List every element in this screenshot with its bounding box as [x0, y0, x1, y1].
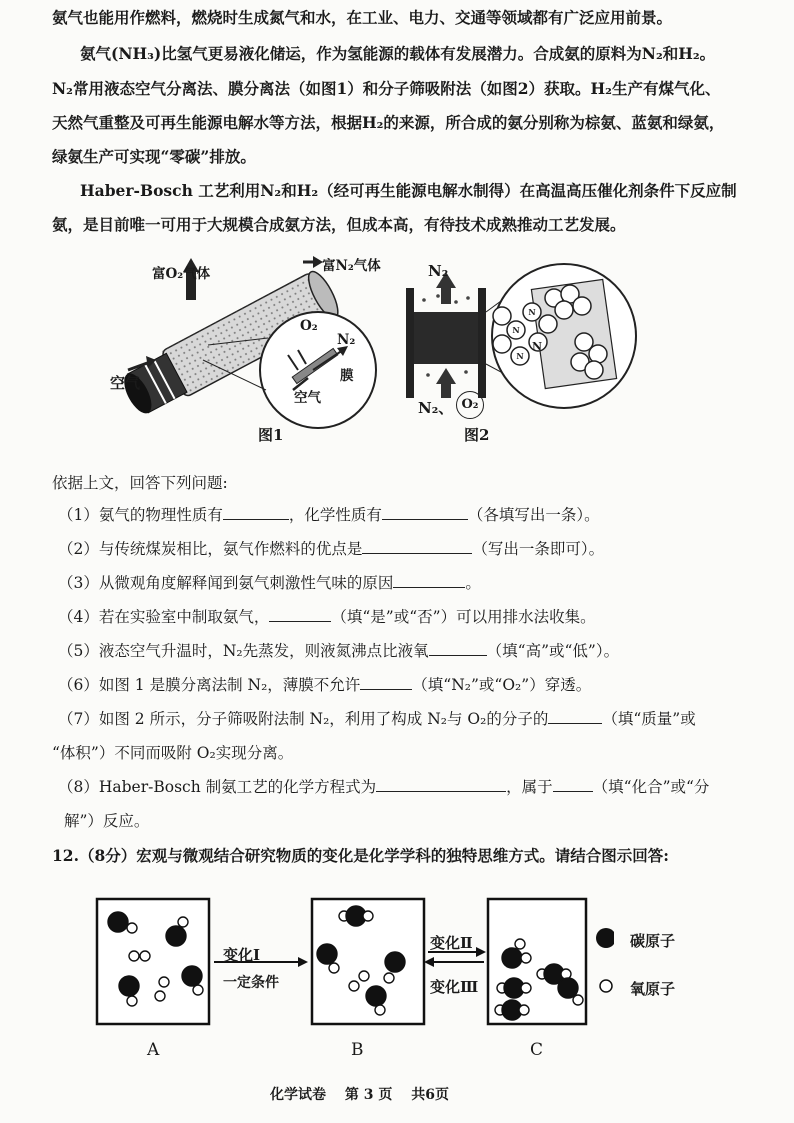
box-b-oxygen-4	[384, 973, 394, 983]
q2-text-b: （写出一条即可）。	[472, 540, 605, 558]
q2-blank[interactable]	[362, 539, 472, 554]
question-1	[58, 505, 600, 525]
change-1-label: 变化Ⅰ	[223, 946, 261, 964]
legend-oxygen-icon	[600, 980, 612, 992]
q8-blank-equation[interactable]	[376, 777, 506, 792]
q3-blank[interactable]	[393, 573, 465, 588]
box-a-oxygen-7	[159, 977, 169, 987]
q7-text-a: （7）如图 2 所示，分子筛吸附法制 N₂，利用了构成 N₂与 O₂的分子的	[58, 710, 549, 728]
footer-page: 第 3 页	[344, 1087, 393, 1103]
q1-text-a: （1）氨气的物理性质有	[58, 506, 223, 524]
change-3-arrowhead	[424, 957, 434, 967]
svg-text:N: N	[516, 351, 524, 361]
q6-blank[interactable]	[360, 675, 412, 690]
box-a-carbon-3	[119, 976, 139, 996]
q3-text-b: 。	[465, 574, 481, 592]
box-a-carbon-2	[166, 926, 186, 946]
box-c-oxygen-9	[573, 995, 583, 1005]
box-a-oxygen-6	[193, 985, 203, 995]
intro-line-1: 氨气也能用作燃料，燃烧时生成氮气和水，在工业、电力、交通等领域都有广泛应用前景。	[52, 8, 673, 27]
q6-text-b: （填“N₂”或“O₂”）穿透。	[412, 676, 592, 694]
fig1-n2-label: 富N₂气体	[322, 258, 381, 274]
question-12-header: 12.（8分）宏观与微观结合研究物质的变化是化学学科的独特思维方式。请结合图示回答:	[52, 846, 669, 865]
box-b-oxygen-2	[363, 911, 373, 921]
box-c-oxygen-8	[519, 1005, 529, 1015]
box-b-carbon-2	[317, 944, 337, 964]
box-c-oxygen-4	[521, 983, 531, 993]
question-2	[58, 539, 604, 559]
intro-line-5: 绿氨生产可实现“零碳”排放。	[52, 147, 256, 166]
box-c-oxygen-2	[521, 953, 531, 963]
question-3	[58, 573, 481, 593]
box-b-carbon-4	[366, 986, 386, 1006]
box-b-label: B	[351, 1040, 364, 1060]
fig2-o2-circle: O₂	[456, 391, 484, 419]
box-a-oxygen-8	[155, 991, 165, 1001]
fig1-air-label: 空气	[110, 374, 141, 392]
fig2-bottom-label: N₂、	[418, 399, 454, 417]
intro-line-2: 氨气(NH₃)比氢气更易液化储运，作为氢能源的载体有发展潜力。合成氨的原料为N₂和H₂。	[80, 44, 716, 63]
q8-text-a: （8）Haber-Bosch 制氨工艺的化学方程式为	[58, 778, 377, 796]
change-3-label: 变化Ⅲ	[430, 978, 479, 996]
q1-text-b: ，化学性质有	[288, 506, 382, 524]
fig2-molecule-n: N	[532, 340, 543, 353]
box-a-oxygen-2	[178, 917, 188, 927]
svg-text:N: N	[528, 307, 536, 317]
q1-blank-physical[interactable]	[223, 505, 289, 520]
box-b-oxygen-7	[375, 1005, 385, 1015]
q6-text-a: （6）如图 1 是膜分离法制 N₂，薄膜不允许	[58, 676, 361, 694]
q5-blank[interactable]	[429, 641, 487, 656]
intro-line-4: 天然气重整及可再生能源电解水等方法，根据H₂的来源，所合成的氨分别称为棕氨、蓝氨和绿氨，	[52, 113, 725, 132]
box-c-carbon-5	[558, 978, 578, 998]
box-b-carbon-3	[385, 952, 405, 972]
box-a-oxygen-5	[127, 996, 137, 1006]
figure-1-caption: 图1	[258, 426, 284, 444]
fig1-inset-air: 空气	[294, 390, 321, 406]
question-7-cont: “体积”）不同而吸附 O₂实现分离。	[52, 744, 294, 762]
questions-lead: 依据上文，回答下列问题:	[52, 474, 228, 492]
change-2-label: 变化Ⅱ	[430, 934, 473, 952]
change-1-condition: 一定条件	[223, 975, 279, 991]
question-8-cont: 解”）反应。	[64, 812, 150, 830]
box-a-oxygen-3	[129, 951, 139, 961]
q7-blank[interactable]	[548, 709, 602, 724]
question-5	[58, 641, 619, 661]
box-c-label: C	[530, 1040, 544, 1060]
q3-text-a: （3）从微观角度解释闻到氨气刺激性气味的原因	[58, 574, 394, 592]
box-a-label: A	[147, 1040, 160, 1060]
box-a-oxygen-4	[140, 951, 150, 961]
q4-text-b: （填“是”或“否”）可以用排水法收集。	[331, 608, 596, 626]
intro-line-3: N₂常用液态空气分离法、膜分离法（如图1）和分子筛吸附法（如图2）获取。H₂生产有煤气化、	[52, 79, 721, 98]
q4-blank[interactable]	[269, 607, 331, 622]
change-1-arrowhead	[298, 957, 308, 967]
box-c-oxygen-1	[515, 939, 525, 949]
box-a-carbon-1	[108, 912, 128, 932]
legend-oxygen-label: 氧原子	[630, 980, 676, 998]
box-b-oxygen-3	[329, 963, 339, 973]
fig2-n2-top: N₂	[428, 262, 449, 280]
q5-text-a: （5）液态空气升温时，N₂先蒸发，则液氮沸点比液氧	[58, 642, 429, 660]
box-a-oxygen-1	[127, 923, 137, 933]
svg-text:N: N	[512, 325, 520, 335]
q1-blank-chemical[interactable]	[382, 505, 468, 520]
q4-text-a: （4）若在实验室中制取氨气，	[58, 608, 270, 626]
q5-text-b: （填“高”或“低”）。	[486, 642, 620, 660]
question-6	[58, 675, 591, 695]
legend-carbon-label: 碳原子	[630, 932, 676, 950]
change-2-arrowhead	[476, 947, 486, 957]
fig1-o2-label: 富O₂气体	[152, 266, 211, 282]
fig1-inset-o2: O₂	[300, 318, 318, 334]
fig1-inset-n2: N₂	[337, 332, 356, 348]
box-a-carbon-4	[182, 966, 202, 986]
question-8	[58, 777, 709, 797]
intro-line-6: Haber-Bosch 工艺利用N₂和H₂（经可再生能源电解水制得）在高温高压催化剂条件下反应制	[80, 181, 737, 200]
legend-carbon-icon	[596, 928, 614, 948]
box-c-carbon-1	[502, 948, 522, 968]
q8-text-c: （填“化合”或“分	[592, 778, 710, 796]
intro-line-7: 氨，是目前唯一可用于大规模合成氨方法，但成本高，有待技术成熟推动工艺发展。	[52, 215, 626, 234]
q12-molecule-diagram	[94, 896, 614, 1036]
figure-2-caption: 图2	[464, 426, 490, 444]
fig1-inset-membrane: 膜	[340, 368, 354, 384]
question-7	[58, 709, 696, 729]
q8-text-b: ，属于	[506, 778, 553, 796]
q1-text-c: （各填写出一条）。	[467, 506, 600, 524]
box-b-oxygen-5	[359, 971, 369, 981]
page-footer	[270, 1084, 463, 1104]
q7-text-b: （填“质量”或	[602, 710, 696, 728]
box-b-oxygen-6	[349, 981, 359, 991]
question-4	[58, 607, 596, 627]
footer-subject: 化学试卷	[270, 1087, 326, 1103]
q2-text-a: （2）与传统煤炭相比，氨气作燃料的优点是	[58, 540, 363, 558]
footer-total: 共6页	[411, 1087, 449, 1103]
q8-blank-type[interactable]	[553, 777, 593, 792]
